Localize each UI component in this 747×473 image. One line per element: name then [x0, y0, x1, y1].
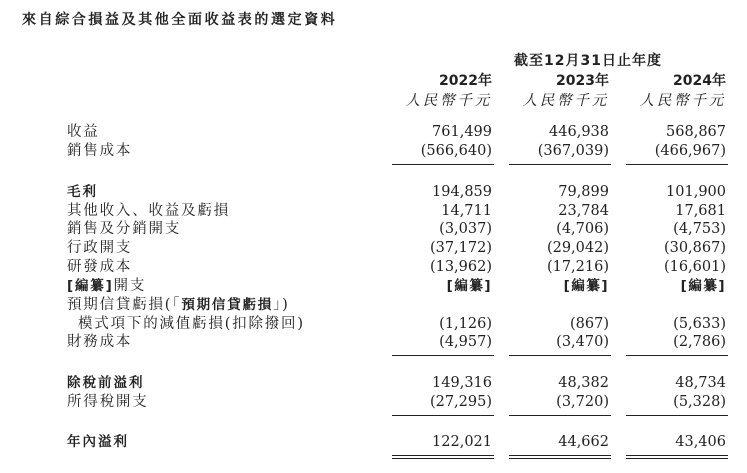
rule-final-bottom-2023 — [509, 458, 611, 459]
other-income-2023: 23,784 — [558, 203, 609, 219]
rule-profit-2024 — [626, 415, 728, 416]
gross-profit-2022: 194,859 — [432, 184, 492, 200]
other-income-2022: 14,711 — [441, 203, 492, 219]
row-label-ecl-line1 — [67, 297, 290, 314]
rule-final-top-2024 — [626, 455, 728, 456]
revenue-2022: 761,499 — [432, 124, 492, 140]
profit-before-tax-2024: 48,734 — [675, 375, 726, 391]
selling-2024: (4,753) — [673, 221, 726, 237]
admin-2022: (37,172) — [429, 240, 492, 256]
rnd-2023: (17,216) — [546, 259, 609, 275]
ecl-defined-term: 預期信貸虧損 — [181, 297, 274, 313]
row-label-ecl-line2: 模式項下的減值虧損(扣除撥回) — [78, 316, 305, 332]
row-label-rnd: 研發成本 — [67, 259, 133, 275]
year-2023: 2023年 — [556, 73, 609, 89]
rule-gross-2023 — [509, 164, 611, 165]
income-tax-2022: (27,295) — [429, 394, 492, 410]
ecl-2022: (1,126) — [439, 316, 492, 332]
rule-pbt-2023 — [509, 355, 611, 356]
finance-costs-2024: (2,786) — [673, 334, 726, 350]
redacted-2023: [編纂] — [563, 278, 609, 294]
admin-2024: (30,867) — [663, 240, 726, 256]
row-label-gross-profit: 毛利 — [67, 184, 98, 200]
revenue-2023: 446,938 — [549, 124, 609, 140]
row-label-redacted-expense — [67, 278, 146, 295]
row-label-cost-of-sales: 銷售成本 — [67, 143, 133, 159]
row-label-other-income: 其他收入、收益及虧損 — [67, 203, 230, 219]
profit-for-year-2024: 43,406 — [675, 434, 726, 450]
unit-2023: 人民幣千元 — [522, 93, 609, 109]
row-label-selling: 銷售及分銷開支 — [67, 221, 182, 237]
page-title: 來自綜合損益及其他全面收益表的選定資料 — [22, 12, 338, 28]
rnd-2022: (13,962) — [429, 259, 492, 275]
income-tax-2024: (5,328) — [673, 394, 726, 410]
other-income-2024: 17,681 — [675, 203, 726, 219]
year-2024: 2024年 — [673, 73, 726, 89]
unit-2022: 人民幣千元 — [405, 93, 492, 109]
redacted-marker: [編纂] — [67, 278, 114, 294]
gross-profit-2024: 101,900 — [666, 184, 726, 200]
row-label-profit-before-tax: 除稅前溢利 — [67, 375, 145, 391]
row-label-income-tax: 所得稅開支 — [67, 394, 149, 410]
rule-pbt-2024 — [626, 355, 728, 356]
profit-for-year-2023: 44,662 — [558, 434, 609, 450]
row-label-profit-for-year: 年內溢利 — [67, 434, 129, 450]
rule-gross-2024 — [626, 164, 728, 165]
rnd-2024: (16,601) — [663, 259, 726, 275]
selling-2022: (3,037) — [439, 221, 492, 237]
ecl-2024: (5,633) — [673, 316, 726, 332]
year-2022: 2022年 — [439, 73, 492, 89]
rule-final-top-2022 — [392, 455, 494, 456]
revenue-2024: 568,867 — [666, 124, 726, 140]
cost-of-sales-2022: (566,640) — [420, 143, 492, 159]
ecl-suffix: 」) — [273, 297, 290, 313]
profit-before-tax-2023: 48,382 — [558, 375, 609, 391]
rule-profit-2023 — [509, 415, 611, 416]
row-label-revenue: 收益 — [67, 124, 100, 140]
rule-final-bottom-2024 — [626, 458, 728, 459]
ecl-prefix: 預期信貸虧損(「 — [67, 297, 182, 313]
rule-pbt-2022 — [392, 355, 494, 356]
admin-2023: (29,042) — [546, 240, 609, 256]
rule-final-bottom-2022 — [392, 458, 494, 459]
income-tax-2023: (3,720) — [556, 394, 609, 410]
row-label-admin: 行政開支 — [67, 240, 133, 256]
profit-for-year-2022: 122,021 — [432, 434, 492, 450]
rule-gross-2022 — [392, 164, 494, 165]
redacted-2024: [編纂] — [680, 278, 726, 294]
selling-2023: (4,706) — [556, 221, 609, 237]
unit-2024: 人民幣千元 — [639, 93, 726, 109]
cost-of-sales-2024: (466,967) — [654, 143, 726, 159]
gross-profit-2023: 79,899 — [558, 184, 609, 200]
row-label-finance-costs: 財務成本 — [67, 334, 133, 350]
ecl-2023: (867) — [570, 316, 609, 332]
profit-before-tax-2022: 149,316 — [432, 375, 492, 391]
redacted-2022: [編纂] — [446, 278, 492, 294]
redacted-expense-suffix: 開支 — [113, 278, 147, 294]
cost-of-sales-2023: (367,039) — [537, 143, 609, 159]
rule-final-top-2023 — [509, 455, 611, 456]
finance-costs-2022: (4,957) — [439, 334, 492, 350]
finance-costs-2023: (3,470) — [556, 334, 609, 350]
rule-profit-2022 — [392, 415, 494, 416]
period-header: 截至12月31日止年度 — [514, 53, 662, 69]
